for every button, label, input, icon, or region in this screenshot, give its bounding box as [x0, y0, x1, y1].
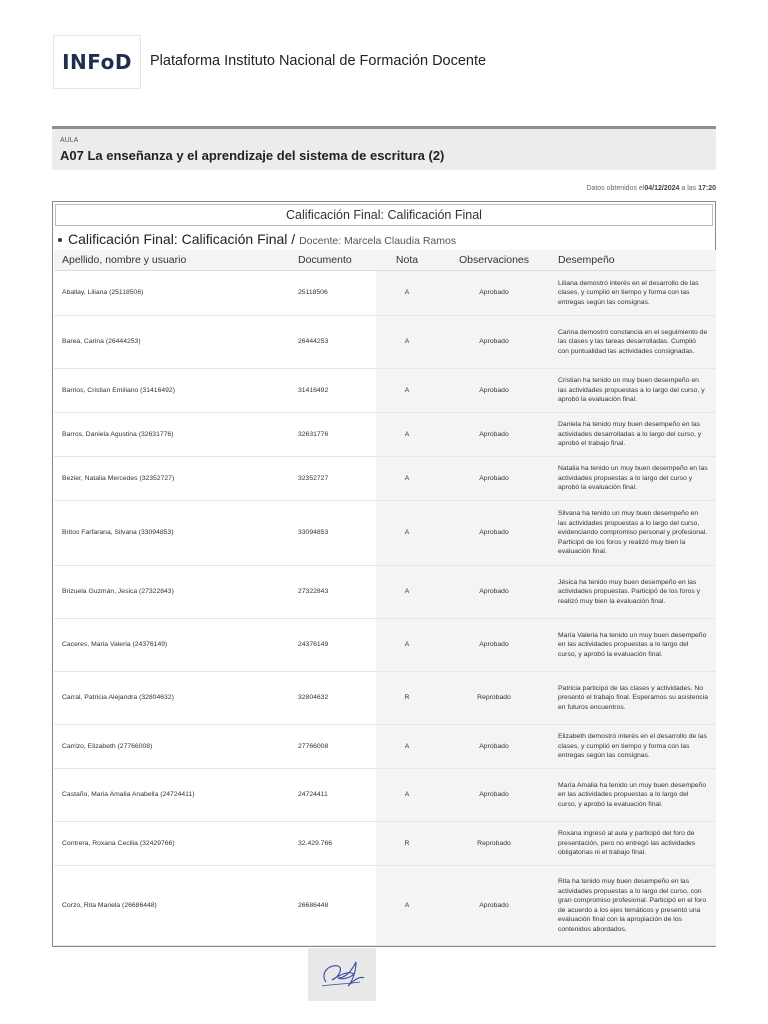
cell-nota: A — [376, 725, 438, 769]
table-row — [54, 725, 716, 769]
cell-name: Carral, Patricia Alejandra (32804632) — [54, 672, 290, 725]
header-name: Apellido, nombre y usuario — [54, 250, 290, 271]
cell-name: Castaño, Maria Amalia Anabella (24724411) — [54, 769, 290, 822]
cell-observaciones: Aprobado — [438, 316, 550, 369]
cell-observaciones: Aprobado — [438, 866, 550, 946]
cell-document: 32.429.766 — [290, 822, 376, 866]
table-row — [54, 271, 716, 316]
cell-desempeno: María Amalia ha tenido un muy buen desempeño en las actividades propuestas a lo largo del curso, y aprobó la evaluación final. — [550, 769, 716, 822]
table-row — [54, 413, 716, 457]
cell-nota: A — [376, 369, 438, 413]
table-row — [54, 566, 716, 619]
cell-observaciones: Aprobado — [438, 769, 550, 822]
cell-document: 26686448 — [290, 866, 376, 946]
cell-document: 31416492 — [290, 369, 376, 413]
cell-nota: A — [376, 769, 438, 822]
cell-desempeno: María Valeria ha tenido un muy buen desempeño en las actividades propuestas a lo largo del curso, y aprobó la evaluación final. — [550, 619, 716, 672]
header-observaciones: Observaciones — [438, 250, 550, 271]
cell-nota: A — [376, 866, 438, 946]
cell-observaciones: Aprobado — [438, 566, 550, 619]
cell-observaciones: Aprobado — [438, 619, 550, 672]
cell-name: Bezier, Natalia Mercedes (32352727) — [54, 457, 290, 501]
cell-desempeno: Jésica ha tenido muy buen desempeño en las actividades propuestas. Participó de los foros y realizó muy bien la evaluación final. — [550, 566, 716, 619]
cell-observaciones: Reprobado — [438, 822, 550, 866]
data-date-prefix: Datos obtenidos el — [586, 185, 645, 192]
cell-nota: A — [376, 619, 438, 672]
platform-title: Plataforma Instituto Nacional de Formación Docente — [150, 53, 487, 69]
cell-name: Barea, Carina (26444253) — [54, 316, 290, 369]
cell-name: Caceres, Maria Valeria (24376149) — [54, 619, 290, 672]
data-time: 17:20 — [698, 185, 716, 192]
table-row — [54, 501, 716, 566]
aula-header — [52, 126, 716, 170]
table-row — [54, 866, 716, 946]
cell-desempeno: Patricia participó de las clases y actividades. No presentó el trabajo final. Esperamos su asistencia en futuros encuentros. — [550, 672, 716, 725]
bullet-icon — [58, 238, 62, 242]
table-row — [54, 316, 716, 369]
data-date: 04/12/2024 — [644, 185, 680, 192]
cell-document: 32631776 — [290, 413, 376, 457]
cell-document: 32804632 — [290, 672, 376, 725]
cell-document: 27322843 — [290, 566, 376, 619]
cell-observaciones: Aprobado — [438, 369, 550, 413]
cell-document: 33094853 — [290, 501, 376, 566]
cell-desempeno: Daniela ha tenido muy buen desempeño en las actividades desarrolladas a lo largo del curso, y aprobó el trabajo final. — [550, 413, 716, 457]
logo-text: INFoD — [62, 50, 132, 74]
cell-desempeno: Cristian ha tenido un muy buen desempeño en las actividades propuestas a lo largo del curso, y aprobó la evaluación final. — [550, 369, 716, 413]
report-subtitle: Calificación Final: Calificación Final / — [68, 231, 296, 247]
cell-name: Carrizo, Elizabeth (27766008) — [54, 725, 290, 769]
cell-nota: A — [376, 413, 438, 457]
header-document: Documento — [290, 250, 376, 271]
cell-desempeno: Elizabeth demostró interés en el desarrollo de las clases, y cumplió en tiempo y forma con las entregas según las consignas. — [550, 725, 716, 769]
table-row — [54, 672, 716, 725]
cell-name: Aballay, Liliana (25118506) — [54, 271, 290, 316]
cell-observaciones: Aprobado — [438, 271, 550, 316]
cell-nota: A — [376, 316, 438, 369]
cell-name: Corzo, Rita Mariela (26686448) — [54, 866, 290, 946]
header-desempeno: Desempeño — [550, 250, 716, 271]
cell-nota: A — [376, 457, 438, 501]
cell-observaciones: Aprobado — [438, 725, 550, 769]
report-subtitle-row — [56, 228, 712, 250]
table-row — [54, 457, 716, 501]
cell-document: 24376149 — [290, 619, 376, 672]
aula-title: A07 La enseñanza y el aprendizaje del sistema de escritura (2) — [60, 148, 445, 163]
cell-observaciones: Aprobado — [438, 501, 550, 566]
signature-image — [308, 948, 376, 1001]
cell-name: Britos Farfarana, Silvana (33094853) — [54, 501, 290, 566]
cell-name: Contrera, Roxana Cecilia (32429766) — [54, 822, 290, 866]
cell-desempeno: Natalia ha tenido un muy buen desempeño en las actividades propuestas a lo largo del curso y aprobó la evaluación final. — [550, 457, 716, 501]
cell-name: Barrios, Cristian Emiliano (31416492) — [54, 369, 290, 413]
cell-desempeno: Carina demostró constancia en el seguimiento de las clases y las tareas desarrolladas. Cumplió con puntualidad las actividades consignadas. — [550, 316, 716, 369]
table-header-row — [54, 250, 716, 271]
cell-observaciones: Aprobado — [438, 457, 550, 501]
cell-desempeno: Silvana ha tenido un muy buen desempeño en las actividades propuestas a lo largo del curso, evidenciando compromiso personal y profesional. Participó de los foros y realizó muy bien la evaluación final. — [550, 501, 716, 566]
cell-document: 25118506 — [290, 271, 376, 316]
table-row — [54, 369, 716, 413]
docente-name: Docente: Marcela Claudia Ramos — [299, 235, 457, 247]
header-nota: Nota — [376, 250, 438, 271]
cell-name: Brizuela Guzmán, Jesica (27322843) — [54, 566, 290, 619]
cell-observaciones: Reprobado — [438, 672, 550, 725]
cell-nota: A — [376, 501, 438, 566]
aula-label: AULA — [60, 137, 79, 144]
cell-document: 26444253 — [290, 316, 376, 369]
data-obtained-info — [586, 185, 716, 192]
cell-name: Barros, Daniela Agustina (32631776) — [54, 413, 290, 457]
report-title: Calificación Final: Calificación Final — [55, 204, 713, 226]
cell-desempeno: Rita ha tenido muy buen desempeño en las actividades propuestas a lo largo del curso, con gran compromiso profesional. Participó en el foro de acuerdo a los ejes temáticos y presentó una evaluación final con la apropiación de los contenidos abordados. — [550, 866, 716, 946]
cell-desempeno: Liliana demostró interés en el desarrollo de las clases, y cumplió en tiempo y forma con las entregas según las consignas. — [550, 271, 716, 316]
cell-nota: A — [376, 566, 438, 619]
cell-observaciones: Aprobado — [438, 413, 550, 457]
data-date-middle: a las — [679, 185, 699, 192]
grades-report — [52, 201, 716, 947]
cell-nota: R — [376, 822, 438, 866]
cell-nota: R — [376, 672, 438, 725]
table-row — [54, 822, 716, 866]
signature-scribble — [308, 948, 376, 1001]
cell-document: 27766008 — [290, 725, 376, 769]
cell-desempeno: Roxana ingresó al aula y participó del foro de presentación, pero no entregó las actividades obligatorias ni el trabajo final. — [550, 822, 716, 866]
table-row — [54, 769, 716, 822]
infod-logo — [53, 35, 141, 89]
cell-nota: A — [376, 271, 438, 316]
cell-document: 24724411 — [290, 769, 376, 822]
grades-table — [54, 250, 716, 946]
cell-document: 32352727 — [290, 457, 376, 501]
table-row — [54, 619, 716, 672]
